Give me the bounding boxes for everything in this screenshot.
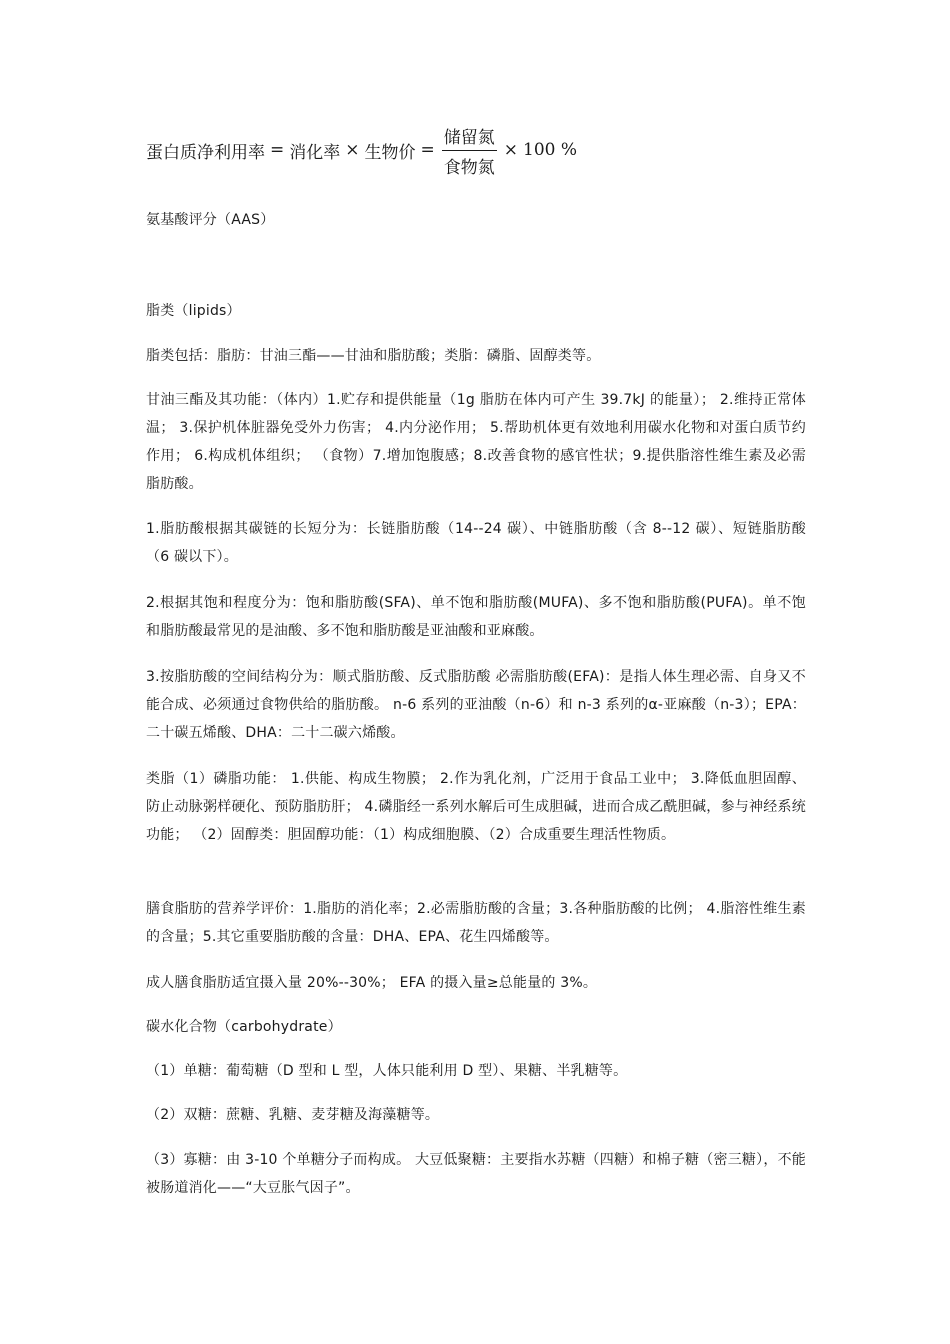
formula-lhs: 蛋白质净利用率 <box>146 142 265 163</box>
paragraph-spatial-structure: 3.按脂肪酸的空间结构分为：顺式脂肪酸、反式脂肪酸 必需脂肪酸(EFA)：是指人体生理必需、自身又不能合成、必须通过食物供给的脂肪酸。 n-6 系列的亚油酸（n-6）和 n-3 系列的α-亚麻酸（n-3）；EPA：二十碳五烯酸、DHA：二十二碳六烯酸。 <box>146 669 806 741</box>
paragraph-triglyceride-functions: 甘油三酯及其功能：（体内）1.贮存和提供能量（1g 脂肪在体内可产生 39.7kJ 的能量）； 2.维持正常体温； 3.保护机体脏器免受外力伤害； 4.内分泌作用； 5.帮助机体更有效地利用碳水化物和对蛋白质节约作用； 6.构成机体组织； （食物）7.增加饱腹感；8.改善食物的感官性状；9.提供脂溶性维生素及必需脂肪酸。 <box>146 392 806 492</box>
paragraph-saturation: 2.根据其饱和程度分为：饱和脂肪酸(SFA)、单不饱和脂肪酸(MUFA)、多不饱和脂肪酸(PUFA)。单不饱和脂肪酸最常见的是油酸、多不饱和脂肪酸是亚油酸和亚麻酸。 <box>146 595 806 639</box>
paragraph-disaccharides: （2）双糖：蔗糖、乳糖、麦芽糖及海藻糖等。 <box>146 1107 440 1123</box>
formula-fraction <box>442 123 497 178</box>
paragraph-oligosaccharides: （3）寡糖：由 3-10 个单糖分子而构成。 大豆低聚糖：主要指水苏糖（四糖）和棉子糖（密三糖），不能被肠道消化——“大豆胀气因子”。 <box>146 1152 806 1196</box>
formula-percent: 100 % <box>523 140 578 160</box>
formula-equals-1: = <box>270 140 285 160</box>
formula-term-biological-value: 生物价 <box>364 142 416 163</box>
formula-denominator: 食物氮 <box>443 157 495 178</box>
formula-times-2: × <box>503 140 518 160</box>
protein-net-utilization-formula <box>146 122 577 178</box>
paragraph-chain-length: 1.脂肪酸根据其碳链的长短分为：长链脂肪酸（14--24 碳）、中链脂肪酸（含 8--12 碳）、短链脂肪酸（6 碳以下）。 <box>146 521 806 565</box>
heading-lipids: 脂类（lipids） <box>146 303 241 319</box>
paragraph-dietary-fat-evaluation: 膳食脂肪的营养学评价：1.脂肪的消化率；2.必需脂肪酸的含量；3.各种脂肪酸的比例； 4.脂溶性维生素的含量；5.其它重要脂肪酸的含量：DHA、EPA、花生四烯酸等。 <box>146 901 806 945</box>
formula-equals-2: = <box>420 140 435 160</box>
formula-numerator: 储留氮 <box>442 123 497 151</box>
paragraph-monosaccharides: （1）单糖：葡萄糖（D 型和 L 型，人体只能利用 D 型）、果糖、半乳糖等。 <box>146 1063 628 1079</box>
paragraph-lipid-types: 脂类包括：脂肪：甘油三酯——甘油和脂肪酸；类脂：磷脂、固醇类等。 <box>146 348 601 364</box>
paragraph-lipoid-functions: 类脂（1）磷脂功能： 1.供能、构成生物膜； 2.作为乳化剂，广泛用于食品工业中； 3.降低血胆固醇、防止动脉粥样硬化、预防脂肪肝； 4.磷脂经一系列水解后可生成胆碱，进而合成乙酰胆碱，参与神经系统功能； （2）固醇类：胆固醇功能：（1）构成细胞膜、（2）合成重要生理活性物质。 <box>146 771 806 843</box>
formula-times-1: × <box>345 140 360 160</box>
paragraph-fat-intake: 成人膳食脂肪适宜摄入量 20%--30%； EFA 的摄入量≥总能量的 3%。 <box>146 975 598 991</box>
heading-carbohydrate: 碳水化合物（carbohydrate） <box>146 1019 342 1035</box>
formula-term-digestibility: 消化率 <box>289 142 341 163</box>
heading-aas: 氨基酸评分（AAS） <box>146 212 275 228</box>
